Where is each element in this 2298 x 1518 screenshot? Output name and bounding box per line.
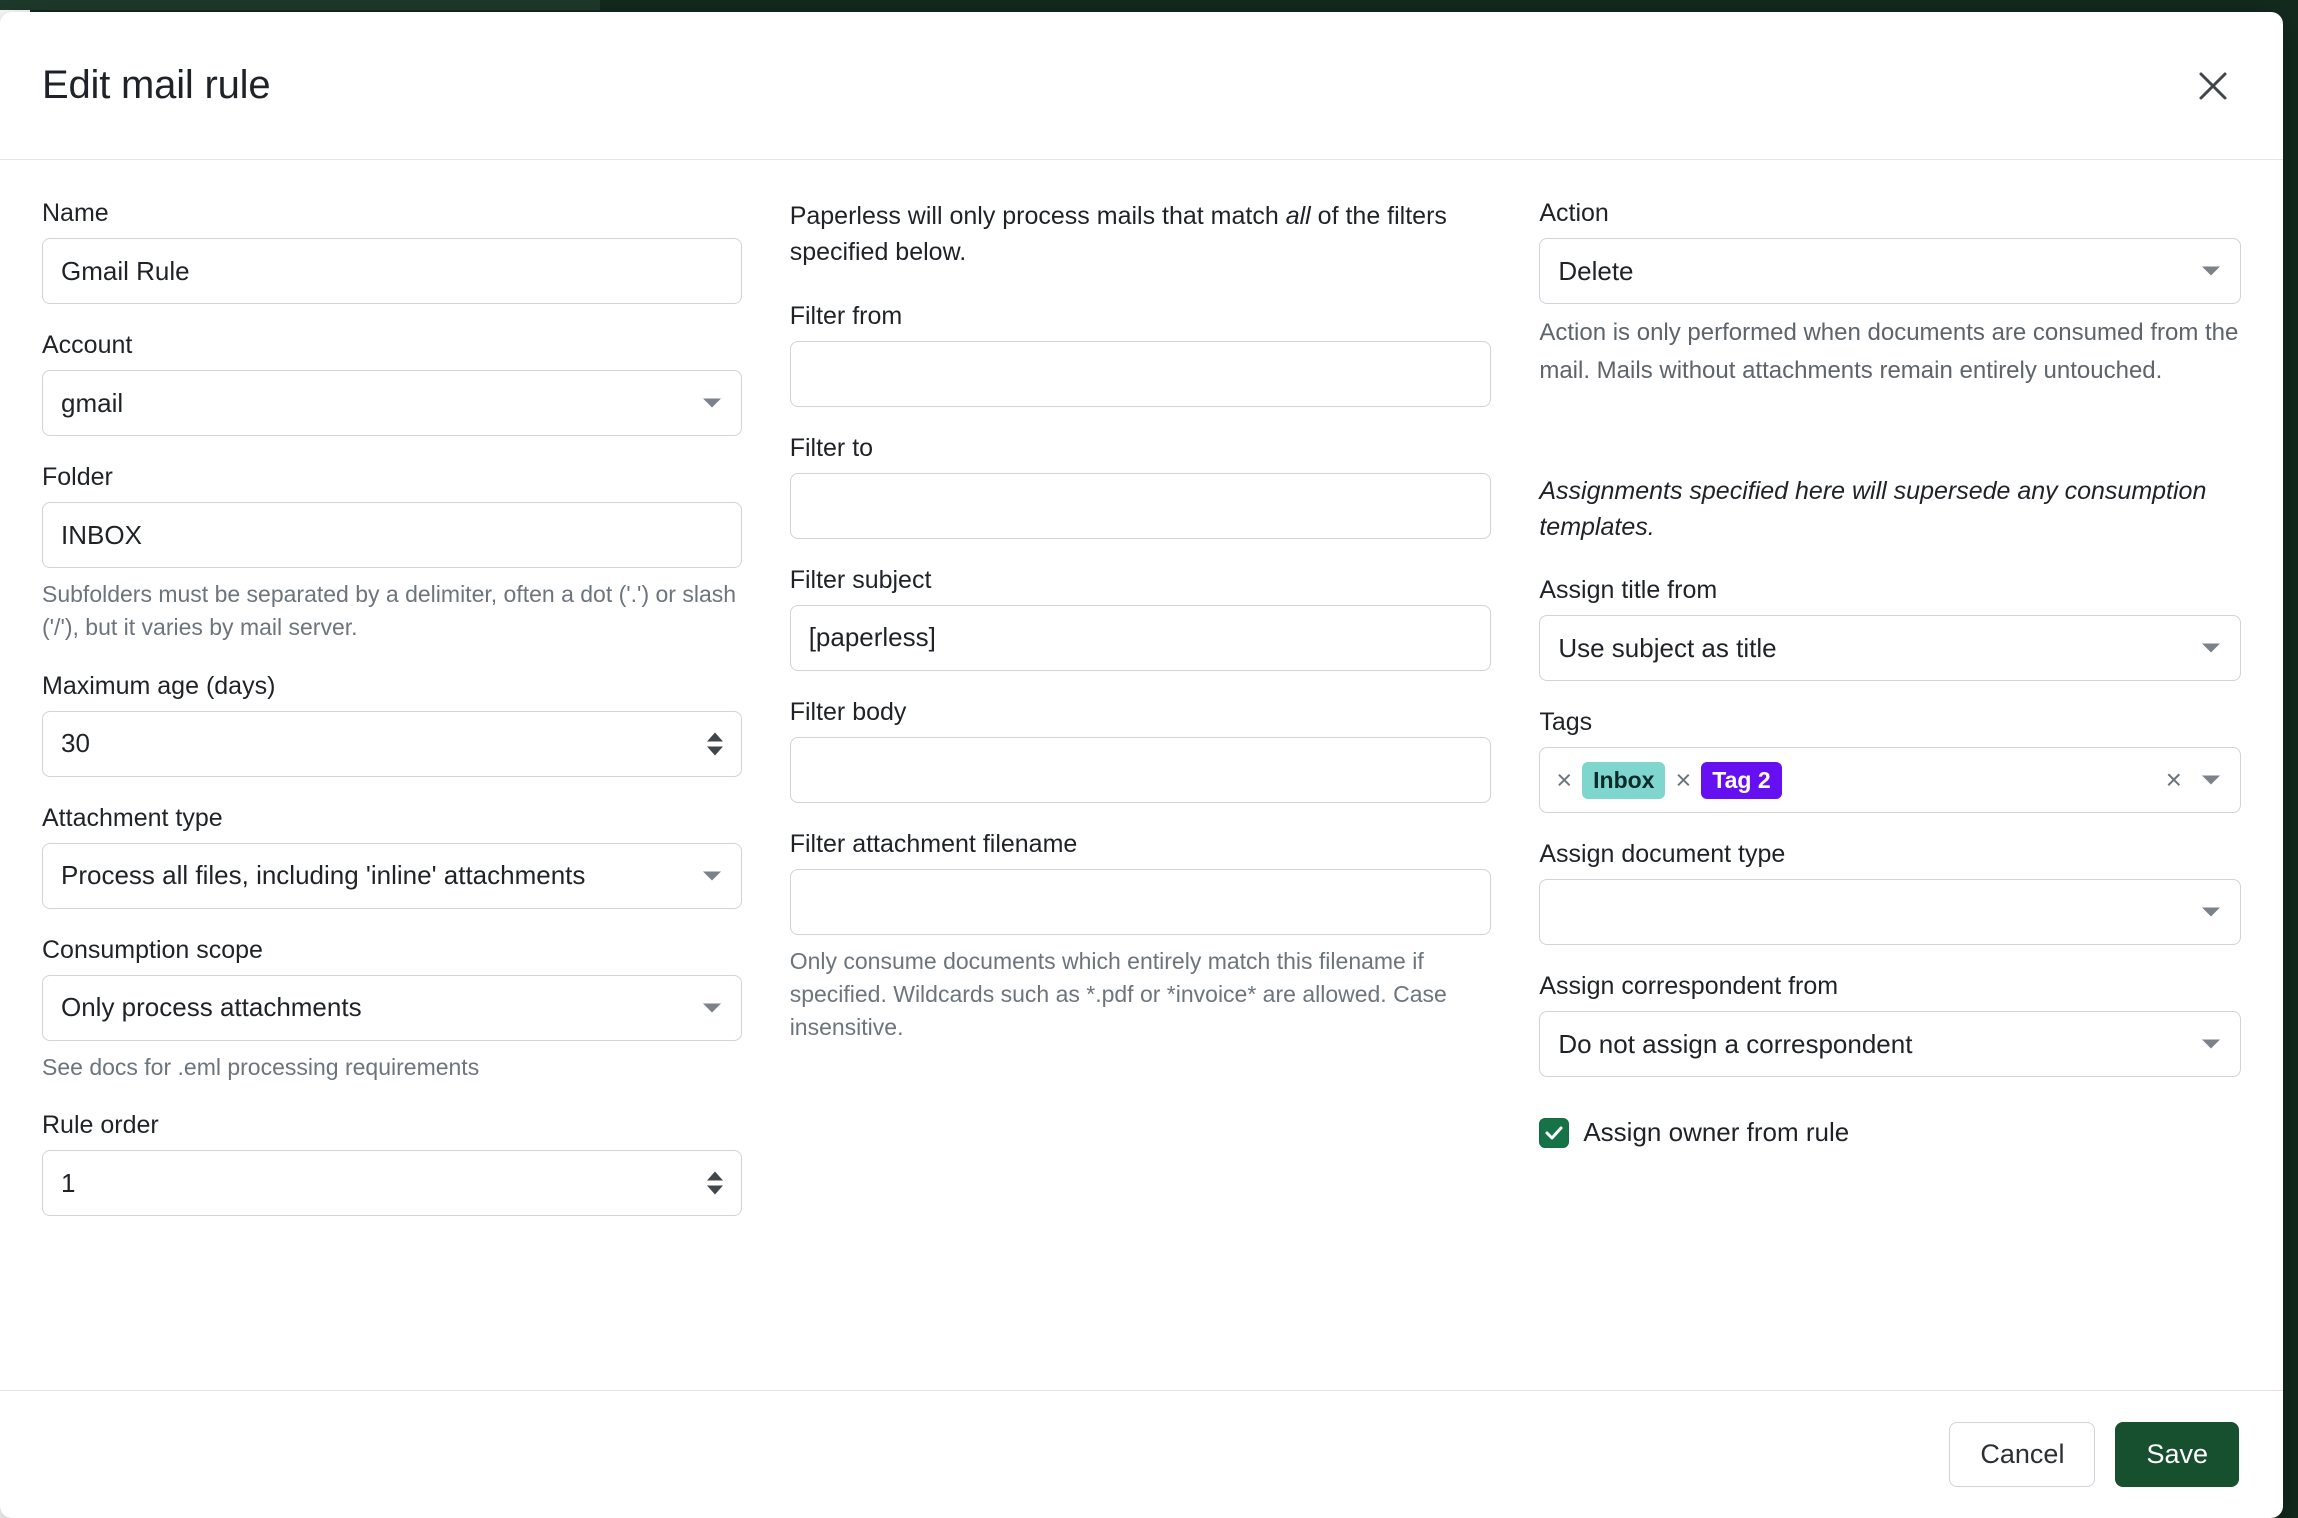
field-assign-owner-from-rule — [1539, 1117, 2241, 1148]
field-consumption-scope — [42, 935, 742, 1084]
stepper-arrows-icon[interactable] — [707, 1172, 723, 1195]
filter-from-label: Filter from — [789, 301, 903, 330]
save-button[interactable]: Save — [2115, 1422, 2239, 1487]
tag-chip — [1552, 762, 1665, 799]
assignments-note: Assignments specified here will supersede any consumption templates. — [1539, 476, 2207, 542]
account-label: Account — [42, 331, 133, 359]
field-filter-subject — [790, 565, 1492, 671]
maximum-age-stepper[interactable] — [42, 711, 742, 777]
chevron-down-icon — [2202, 908, 2220, 917]
account-value: gmail — [61, 387, 124, 418]
assign-title-from-select[interactable] — [1539, 615, 2241, 681]
assign-title-from-value: Use subject as title — [1558, 632, 1777, 663]
rule-order-value: 1 — [61, 1167, 76, 1198]
field-name — [42, 198, 742, 304]
maximum-age-value: 30 — [61, 728, 90, 759]
remove-tag-icon[interactable]: × — [1675, 764, 1692, 795]
filter-attachment-help-text: Only consume documents which entirely match this filename if specified. Wildcards such as *.pdf or *invoice* are allowed. Case insensitive. — [789, 947, 1447, 1041]
tags-label: Tags — [1539, 708, 1593, 737]
field-folder — [42, 462, 742, 645]
chevron-down-icon — [703, 1003, 721, 1012]
tag-chip — [1671, 762, 1781, 799]
field-assign-title-from — [1539, 575, 2241, 681]
filter-body-input[interactable] — [790, 737, 1492, 803]
filters-intro-post: of the filters specified below. — [789, 202, 1447, 267]
consumption-scope-help-text: See docs for .eml processing requirements — [42, 1053, 480, 1080]
clear-tags-icon[interactable]: × — [2165, 764, 2182, 796]
tag-pill-label: Tag 2 — [1701, 762, 1781, 799]
remove-tag-icon[interactable]: × — [1556, 764, 1573, 795]
chevron-down-icon — [2202, 267, 2220, 276]
filter-subject-input[interactable] — [790, 605, 1492, 671]
column-general — [42, 198, 742, 1390]
assign-document-type-label: Assign document type — [1539, 840, 1786, 869]
field-filter-attachment-filename — [790, 829, 1492, 1045]
dialog-footer — [0, 1390, 2283, 1518]
consumption-scope-label: Consumption scope — [42, 935, 263, 964]
field-filter-to — [790, 433, 1492, 539]
page-title: Edit mail rule — [42, 63, 271, 107]
field-action — [1539, 198, 2241, 391]
folder-help-text: Subfolders must be separated by a delimiter, often a dot ('.') or slash ('/'), but it varies by mail server. — [42, 581, 737, 641]
assign-correspondent-from-label: Assign correspondent from — [1539, 972, 1839, 1001]
assign-owner-label: Assign owner from rule — [1583, 1117, 1850, 1148]
filters-intro-emphasis: all — [1285, 202, 1311, 230]
field-filter-body — [790, 697, 1492, 803]
rule-order-label: Rule order — [42, 1111, 159, 1140]
assign-owner-checkbox[interactable] — [1539, 1118, 1569, 1148]
field-tags — [1539, 707, 2241, 813]
folder-input[interactable] — [42, 502, 742, 568]
field-account — [42, 330, 742, 436]
filter-from-input[interactable] — [790, 341, 1492, 407]
chevron-down-icon — [703, 399, 721, 408]
assign-title-from-label: Assign title from — [1539, 576, 1718, 605]
rule-order-stepper[interactable] — [42, 1150, 742, 1216]
name-input[interactable] — [42, 238, 742, 304]
tag-pill-label: Inbox — [1582, 762, 1665, 799]
column-filters — [790, 198, 1492, 1390]
filter-body-label: Filter body — [789, 697, 907, 726]
filter-attachment-filename-input[interactable] — [790, 869, 1492, 935]
field-assign-correspondent-from — [1539, 971, 2241, 1077]
close-icon[interactable] — [2187, 60, 2239, 112]
assign-correspondent-from-select[interactable] — [1539, 1011, 2241, 1077]
chevron-down-icon — [2202, 776, 2220, 785]
action-help-text: Action is only performed when documents are consumed from the mail. Mails without attachments remain entirely untouched. — [1539, 319, 2239, 385]
filter-attachment-filename-label: Filter attachment filename — [789, 829, 1078, 858]
cancel-button[interactable]: Cancel — [1949, 1422, 2095, 1487]
action-value: Delete — [1558, 255, 1634, 286]
filter-to-label: Filter to — [789, 433, 874, 462]
field-attachment-type — [42, 803, 742, 909]
tags-multiselect[interactable] — [1539, 747, 2241, 813]
field-maximum-age — [42, 671, 742, 777]
filter-to-input[interactable] — [790, 473, 1492, 539]
field-filter-from — [790, 301, 1492, 407]
filter-subject-label: Filter subject — [789, 565, 932, 594]
folder-label: Folder — [42, 463, 113, 491]
dialog-header — [0, 12, 2283, 160]
attachment-type-select[interactable] — [42, 843, 742, 909]
edit-mail-rule-dialog — [0, 12, 2283, 1518]
dialog-body — [0, 160, 2283, 1390]
assign-correspondent-from-value: Do not assign a correspondent — [1558, 1028, 1913, 1059]
attachment-type-label: Attachment type — [42, 803, 223, 832]
stepper-arrows-icon[interactable] — [707, 732, 723, 755]
chevron-down-icon — [2202, 1040, 2220, 1049]
chevron-down-icon — [703, 871, 721, 880]
assign-document-type-select[interactable] — [1539, 879, 2241, 945]
account-select[interactable] — [42, 370, 742, 436]
consumption-scope-value: Only process attachments — [61, 992, 362, 1023]
chevron-down-icon — [2202, 644, 2220, 653]
field-rule-order — [42, 1110, 742, 1216]
maximum-age-label: Maximum age (days) — [42, 671, 276, 700]
action-label: Action — [1539, 199, 1609, 227]
field-assign-document-type — [1539, 839, 2241, 945]
action-select[interactable] — [1539, 238, 2241, 304]
column-actions — [1539, 198, 2241, 1390]
background-panel-top — [0, 0, 600, 10]
consumption-scope-select[interactable] — [42, 975, 742, 1041]
name-label: Name — [42, 199, 109, 227]
filters-intro-text — [790, 198, 1492, 271]
attachment-type-value: Process all files, including 'inline' attachments — [61, 860, 586, 891]
filters-intro-pre: Paperless will only process mails that match — [789, 202, 1286, 230]
